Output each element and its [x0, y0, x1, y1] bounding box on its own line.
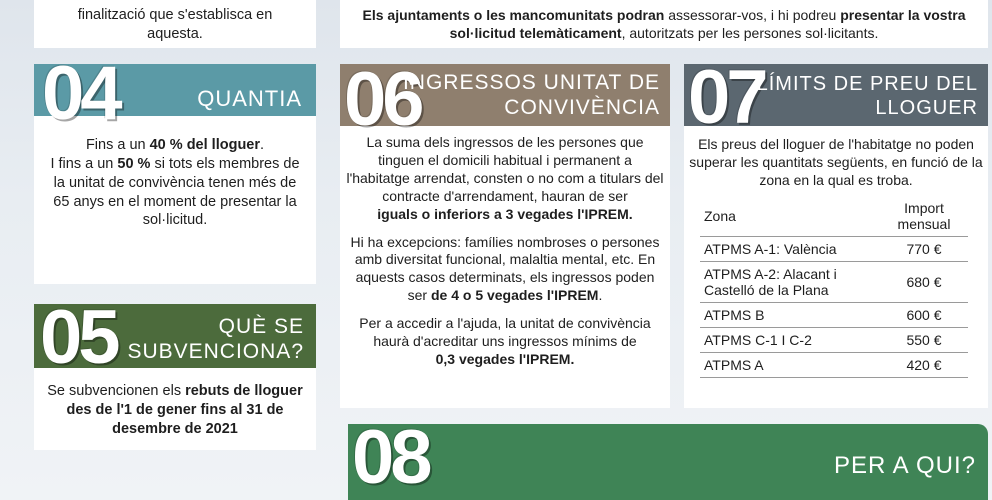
section-05-title-line1: QUÈ SE: [218, 315, 304, 338]
section-04-p2-rest: si tots els membres de la unitat de convivència tenen més de 65 anys en el moment de presentar la sol·licitud.: [53, 155, 300, 229]
section-07-title: [757, 72, 978, 120]
table-cell-amount: 420 €: [880, 353, 968, 378]
top-right-line1: [340, 6, 988, 24]
section-07-title-line1: LÍMITS DE PREU DEL: [756, 73, 978, 95]
section-06-p2-text: Hi ha excepcions: famílies nombroses o persones amb diversitat funcional, malaltia mental, etc. En aquests casos determinats, els ingressos poden ser: [350, 233, 660, 304]
section-06-banner: [340, 57, 670, 142]
section-05-bold: rebuts de lloguer des de l'1 de gener fins al 31 de desembre de 2021: [66, 383, 303, 437]
table-cell-zone: ATPMS A: [700, 353, 880, 378]
price-table-col-amount: [880, 196, 968, 237]
section-04-number: 04: [42, 51, 119, 136]
section-07-number: 07: [688, 55, 765, 140]
section-04-p2-text: I fins a un: [50, 155, 118, 172]
section-05-title-line2: SUBVENCIONA?: [127, 340, 304, 364]
section-06-p3-bold: 0,3 vegades l'IPREM.: [435, 350, 575, 367]
top-right-bold2: presentar la vostra: [840, 7, 966, 23]
section-06-number: 06: [344, 57, 421, 142]
section-06-p2: [346, 234, 664, 306]
table-row: [700, 353, 968, 378]
table-cell-zone: ATPMS A-1: València: [700, 237, 880, 262]
section-04-p1-bold: 40 % del lloguer: [149, 137, 261, 153]
price-table-header: [700, 196, 968, 237]
price-table-col-amount-line2: mensual: [897, 216, 951, 232]
section-06-body: [346, 134, 664, 379]
table-row: [700, 262, 968, 303]
top-right-bold3: sol·licitud telemàticament: [449, 25, 622, 42]
top-right-line2: [340, 24, 988, 42]
table-cell-amount: 550 €: [880, 328, 968, 353]
section-05-title: [127, 314, 304, 364]
section-04-banner: [34, 51, 316, 136]
section-06-title-line1: INGRESSOS UNITAT DE: [402, 71, 660, 94]
top-left-line1: finalització que s'establisca en: [77, 7, 273, 23]
section-05-text: Se subvencionen els: [47, 383, 186, 399]
section-04-p1-text: Fins a un: [85, 137, 150, 153]
table-cell-zone: ATPMS A-2: Alacant i Castelló de la Plana: [700, 262, 880, 303]
top-right-bold1: Els ajuntaments o les mancomunitats podran: [362, 7, 665, 23]
top-right-text: [340, 6, 988, 42]
section-04-title: QUANTIA: [197, 86, 302, 111]
top-right-text2: , autoritzats per les persones sol·licitants.: [621, 25, 879, 42]
table-cell-amount: 770 €: [880, 237, 968, 262]
section-06-p3: [346, 315, 664, 369]
section-05-number: 05: [40, 295, 117, 380]
section-06-p1-bold: iguals o inferiors a 3 vegades l'IPREM.: [377, 205, 633, 222]
section-05-body: [46, 382, 304, 439]
section-06-p1-text: La suma dels ingressos de les persones que tinguen el domicili habitual i permanent a l'habitatge arrendat, consten o no com a titulars del contracte d'arrendament, hauran de ser: [346, 134, 664, 204]
section-04-p1-end: .: [260, 137, 265, 153]
top-right-card: [340, 0, 988, 48]
section-04-p1: [46, 136, 304, 155]
section-06-title-line2: CONVIVÈNCIA: [504, 96, 660, 120]
table-cell-amount: 600 €: [880, 303, 968, 328]
section-06-p3-text: Per a accedir a l'ajuda, la unitat de convivència haurà d'acreditar uns ingressos mínims de: [359, 315, 651, 350]
section-06-p2-end: .: [598, 287, 603, 304]
section-04-card: [34, 51, 316, 284]
table-cell-amount: 680 €: [880, 262, 968, 303]
section-08-banner: [348, 415, 988, 500]
section-07-card: [684, 55, 988, 408]
section-05-banner: [34, 295, 316, 380]
section-08-title: PER A QUI?: [833, 452, 976, 479]
section-07-intro: Els preus del lloguer de l'habitatge no poden superar les quantitats següents, en funció de la zona en la qual es troba.: [689, 136, 983, 188]
section-04-p2-bold: 50 %: [117, 155, 151, 172]
top-right-text1: assessorar-vos, i hi podreu: [664, 7, 841, 23]
section-06-p1: [346, 134, 664, 224]
section-07-banner: [684, 55, 988, 140]
table-cell-zone: ATPMS B: [700, 303, 880, 328]
price-table-col-amount-line1: Import: [904, 200, 944, 216]
section-07-title-line2: LLOGUER: [875, 97, 978, 119]
price-table: [700, 196, 968, 378]
top-left-text: [34, 6, 316, 44]
top-left-line2: aquesta.: [147, 25, 203, 42]
table-cell-zone: ATPMS C-1 I C-2: [700, 328, 880, 353]
section-06-p2-bold: de 4 o 5 vegades l'IPREM: [430, 287, 599, 304]
section-06-card: [340, 57, 670, 408]
table-row: [700, 303, 968, 328]
price-table-col-zone: Zona: [700, 196, 880, 237]
section-04-p2: [46, 155, 304, 230]
section-04-body: [46, 136, 304, 230]
section-06-title: [403, 70, 660, 120]
top-left-card: [34, 0, 316, 48]
table-row: [700, 237, 968, 262]
table-row: [700, 328, 968, 353]
section-05-card: [34, 295, 316, 450]
section-08-number: 08: [352, 415, 429, 500]
